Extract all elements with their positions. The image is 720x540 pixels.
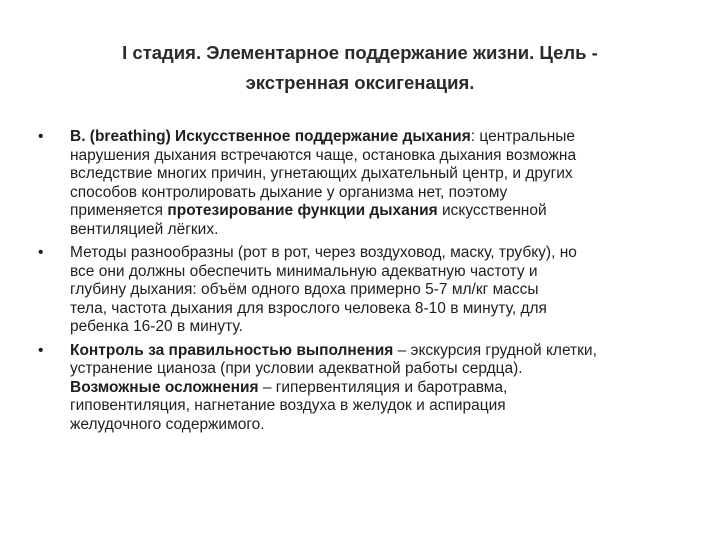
item-text: – экскурсия грудной клетки,: [393, 341, 597, 359]
list-item-breathing: [38, 128, 678, 239]
item-line: глубину дыхания: объём одного вдоха примерно 5-7 мл/кг массы: [70, 281, 539, 298]
title-line-2: экстренная оксигенация.: [245, 72, 475, 93]
item-line: [70, 128, 678, 147]
bullet-list: [38, 128, 678, 439]
bullet-icon: •: [38, 128, 44, 145]
bullet-icon: •: [38, 341, 44, 359]
item-line: гиповентиляция, нагнетание воздуха в желудок и аспирация: [70, 397, 506, 414]
item-line: [70, 202, 678, 221]
item-bold-heading: Контроль за правильностью выполнения: [70, 341, 394, 359]
item-text: применяется: [70, 202, 168, 219]
bullet-icon: •: [38, 244, 44, 261]
item-text: : центральные: [470, 128, 576, 145]
list-item-control: [38, 342, 678, 435]
item-line: Методы разнообразны (рот в рот, через воздуховод, маску, трубку), но: [70, 244, 577, 261]
item-line: [70, 379, 678, 398]
list-item-methods: [38, 244, 678, 337]
item-line: вследствие многих причин, угнетающих дыхательный центр, и других: [70, 165, 573, 182]
item-line: все они должны обеспечить минимальную адекватную частоту и: [70, 262, 538, 280]
item-line: желудочного содержимого.: [70, 415, 265, 433]
item-line: нарушения дыхания встречаются чаще, остановка дыхания возможна: [70, 146, 577, 164]
title-line-1: I стадия. Элементарное поддержание жизни. Цель -: [122, 42, 598, 63]
item-line: устранение цианоза (при условии адекватной работы сердца).: [70, 360, 523, 377]
slide-title: [80, 38, 640, 98]
item-line: [70, 342, 678, 361]
item-line: способов контролировать дыхание у организма нет, поэтому: [70, 183, 508, 201]
item-line: вентиляцией лёгких.: [70, 220, 219, 238]
item-line: ребенка 16-20 в минуту.: [70, 318, 243, 335]
item-bold-heading: B. (breathing) Искусственное поддержание дыхания: [70, 128, 471, 145]
item-bold-heading: Возможные осложнения: [70, 378, 259, 396]
item-bold-term: протезирование функции дыхания: [167, 202, 438, 219]
item-line: тела, частота дыхания для взрослого человека 8-10 в минуту, для: [70, 299, 547, 317]
item-text: – гипервентиляция и баротравма,: [258, 378, 508, 396]
item-text: искусственной: [437, 202, 547, 219]
